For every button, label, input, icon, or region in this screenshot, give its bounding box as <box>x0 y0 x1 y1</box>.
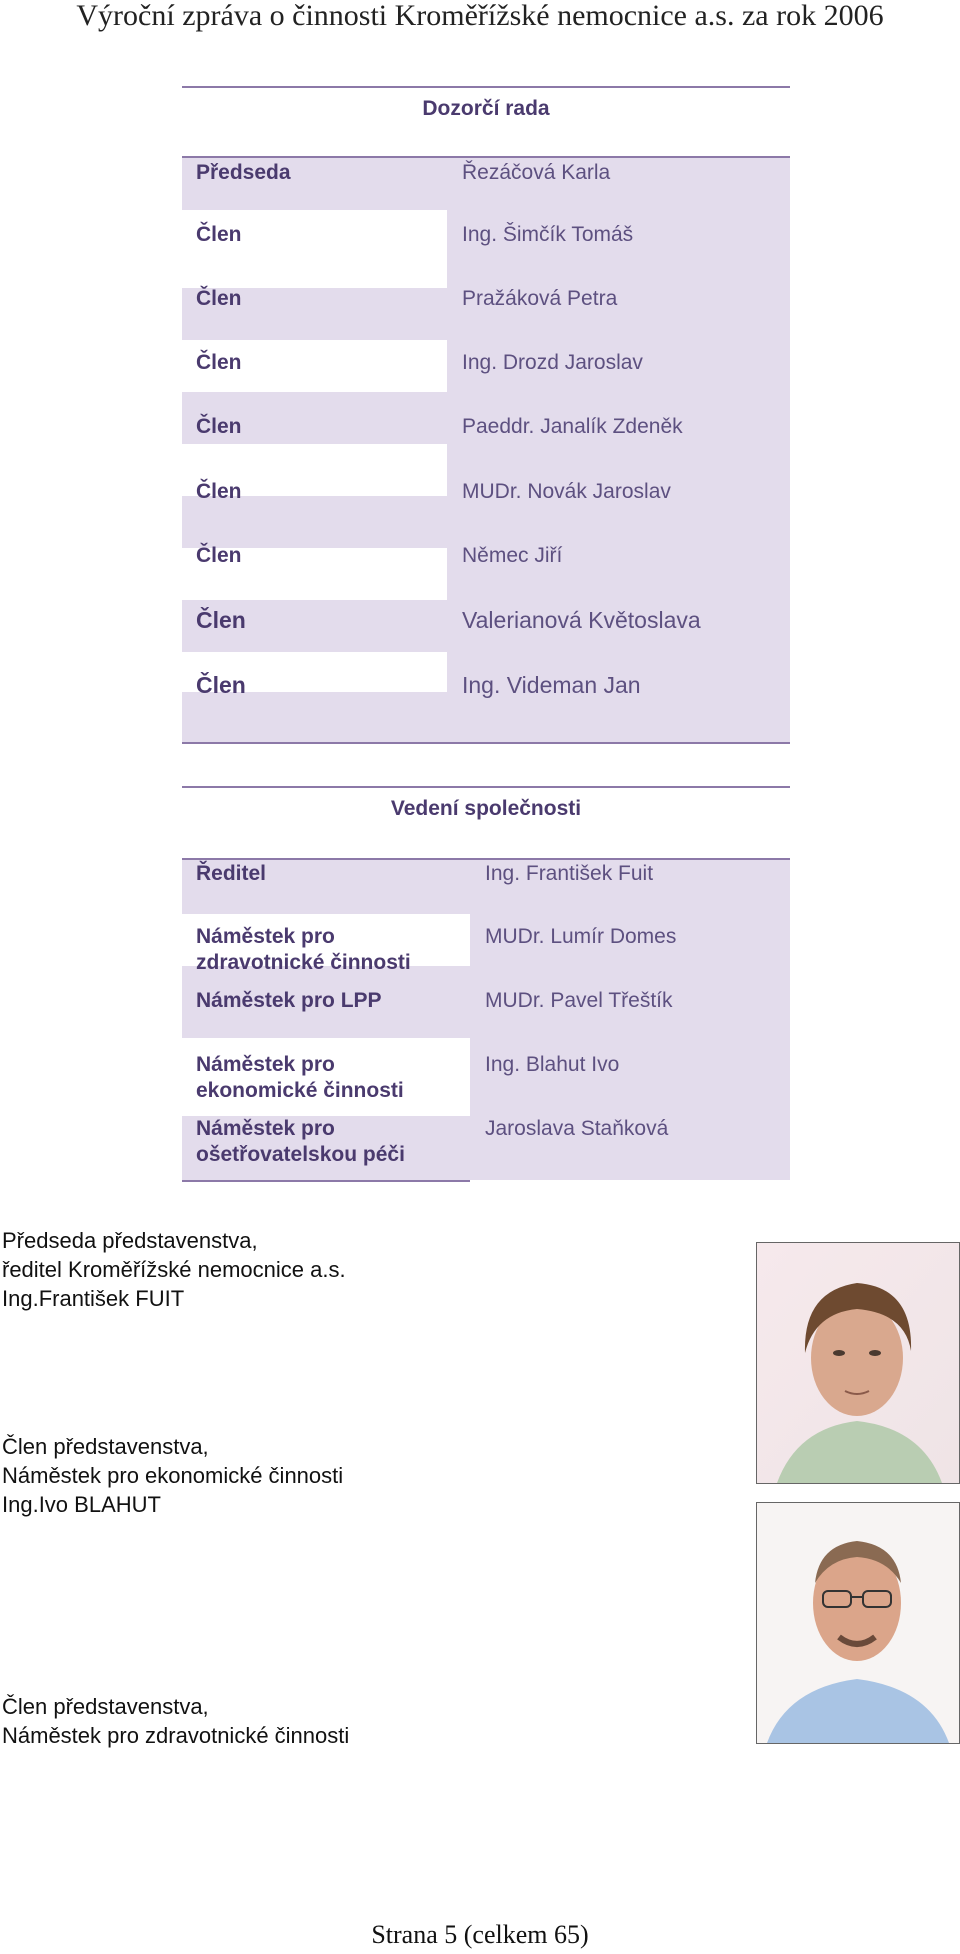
person-medical-block <box>2 1692 349 1750</box>
page-footer: Strana 5 (celkem 65) <box>371 1920 589 1949</box>
board-row-name: Ing. Videman Jan <box>462 672 641 698</box>
management-table <box>182 786 790 1186</box>
board-row-name: Valerianová Květoslava <box>462 607 701 633</box>
person-role-line: Člen představenstva, <box>2 1434 209 1459</box>
management-row-role: Náměstek pro ošetřovatelskou péči <box>196 1117 405 1166</box>
board-row-role: Člen <box>196 287 242 310</box>
board-row-role: Člen <box>196 607 246 633</box>
board-row-name: Řezáčová Karla <box>462 161 611 184</box>
board-row-name: Němec Jiří <box>462 544 563 567</box>
person-economic-block <box>2 1432 343 1519</box>
person-name-line: Ing.Ivo BLAHUT <box>2 1492 161 1517</box>
board-row-role: Předseda <box>196 161 291 184</box>
board-row-role: Člen <box>196 415 242 438</box>
person-position-line: Náměstek pro zdravotnické činnosti <box>2 1723 350 1748</box>
board-row-name: Paeddr. Janalík Zdeněk <box>462 415 683 438</box>
management-row-name: MUDr. Pavel Třeštík <box>485 989 673 1012</box>
page-header: Výroční zpráva o činnosti Kroměřížské nemocnice a.s. za rok 2006 <box>76 0 884 32</box>
person-chairman-block <box>2 1226 346 1313</box>
management-row-role: Ředitel <box>196 862 267 885</box>
management-title: Vedení společnosti <box>390 797 582 820</box>
management-row-name: Ing. Blahut Ivo <box>485 1053 620 1076</box>
board-row-name: Ing. Šimčík Tomáš <box>462 223 634 246</box>
portrait-photo-blahut <box>756 1502 960 1744</box>
person-role-line: Člen představenstva, <box>2 1694 209 1719</box>
supervisory-board-table <box>182 86 790 746</box>
management-row-role: Náměstek pro LPP <box>196 989 382 1012</box>
person-role-line: Předseda představenstva, <box>2 1228 258 1253</box>
board-row-role: Člen <box>196 223 242 246</box>
board-row-role: Člen <box>196 672 246 698</box>
board-row-role: Člen <box>196 480 242 503</box>
person-position-line: ředitel Kroměřížské nemocnice a.s. <box>2 1257 346 1282</box>
board-row-name: Pražáková Petra <box>462 287 618 310</box>
management-row-name: Jaroslava Staňková <box>485 1117 669 1140</box>
board-row-name: MUDr. Novák Jaroslav <box>462 480 671 503</box>
portrait-photo-fuit <box>756 1242 960 1484</box>
management-row-role: Náměstek pro zdravotnické činnosti <box>196 925 411 974</box>
board-row-role: Člen <box>196 351 242 374</box>
supervisory-board-title: Dozorčí rada <box>422 97 550 120</box>
person-name-line: Ing.František FUIT <box>2 1286 185 1311</box>
management-row-name: MUDr. Lumír Domes <box>485 925 677 948</box>
person-position-line: Náměstek pro ekonomické činnosti <box>2 1463 344 1488</box>
management-row-role: Náměstek pro ekonomické činnosti <box>196 1053 404 1102</box>
board-row-role: Člen <box>196 544 242 567</box>
board-row-name: Ing. Drozd Jaroslav <box>462 351 643 374</box>
management-row-name: Ing. František Fuit <box>485 862 654 885</box>
